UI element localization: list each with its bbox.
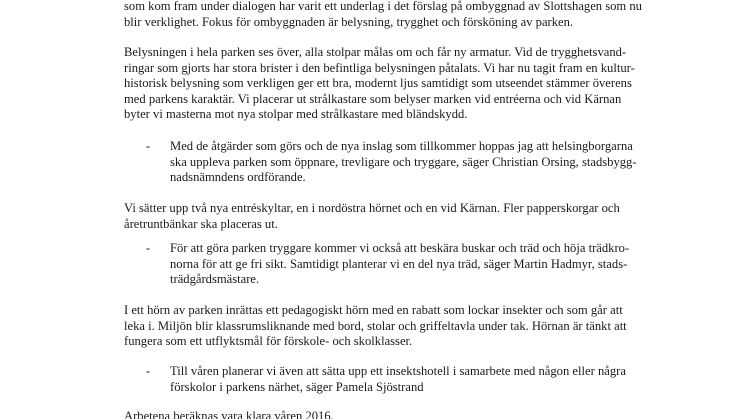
- paragraph-pedagogical-corner: [124, 303, 664, 350]
- paragraph-lighting: [124, 45, 664, 123]
- bullet-dash: -: [146, 364, 151, 378]
- text-line: förskolor i parkens närhet, säger Pamela Sjöstrand: [170, 379, 424, 394]
- text-line: norna för att ge fri sikt. Samtidigt planterar vi en del nya träd, säger Martin Hadmyr, stads-: [170, 256, 628, 271]
- text-line: Med de åtgärder som görs och de nya inslag som tillkommer hoppas jag att helsingborgarna: [170, 139, 633, 153]
- text-line: Arbetena beräknas vara klara våren 2016.: [124, 409, 334, 419]
- text-line: åretruntbänkar ska placeras ut.: [124, 216, 278, 231]
- bullet-dash: -: [146, 139, 151, 153]
- text-line: byter vi masterna mot nya stolpar med strålkastare med bländskydd.: [124, 107, 468, 121]
- text-line: fungera som ett utflyktsmål för förskole- och skolklasser.: [124, 334, 413, 348]
- paragraph-dialogue-outcome: [124, 0, 664, 30]
- text-line: För att göra parken tryggare kommer vi också att beskära buskar och träd och höja trädkro-: [170, 241, 630, 255]
- text-line: ringar som gjorts har stora brister i den befintliga belysningen påtalats. Vi har nu tagit fram en kultur-: [124, 60, 635, 75]
- text-line: Belysningen i hela parken ses över, alla stolpar målas om och får ny armatur. Vid de trygghetsvand-: [124, 45, 627, 59]
- text-line: Vi sätter upp två nya entréskyltar, en i nordöstra hörnet och en vid Kärnan. Fler papperskorgar och: [124, 201, 620, 215]
- text-line: med parkens karaktär. Vi placerar ut strålkastare som belyser marken vid entréerna och vid Kärnan: [124, 91, 622, 106]
- text-line: blir verklighet. Fokus för ombyggnaden är belysning, trygghet och försköning av parken.: [124, 14, 574, 29]
- quote-text: [170, 241, 629, 288]
- text-line: ska uppleva parken som öppnare, trevligare och tryggare, säger Christian Orsing, stadsbygg-: [170, 154, 637, 169]
- text-line: leka i. Miljön blir klassrumsliknande med bord, stolar och griffeltavla under tak. Hörnan är tänkt att: [124, 318, 627, 333]
- paragraph-completion: [124, 409, 664, 419]
- text-line: som kom fram under dialogen har varit ett underlag i det förslag på ombyggnad av Slottshagen som nu: [124, 0, 642, 13]
- bullet-dash: -: [146, 241, 151, 255]
- text-line: historisk belysning som verkligen ger ett bra, modernt ljus samtidigt som utseendet stämmer överens: [124, 76, 632, 90]
- text-line: I ett hörn av parken inrättas ett pedagogiskt hörn med en rabatt som lockar insekter och som går att: [124, 303, 623, 317]
- text-line: Till våren planerar vi även att sätta upp ett insektshotell i samarbete med någon eller några: [170, 364, 626, 378]
- paragraph-entrance-signs: [124, 201, 664, 232]
- quote-text: [170, 139, 637, 186]
- quote-text: [170, 364, 626, 395]
- text-line: nadsnämndens ordförande.: [170, 170, 306, 184]
- text-line: trädgårdsmästare.: [170, 272, 260, 286]
